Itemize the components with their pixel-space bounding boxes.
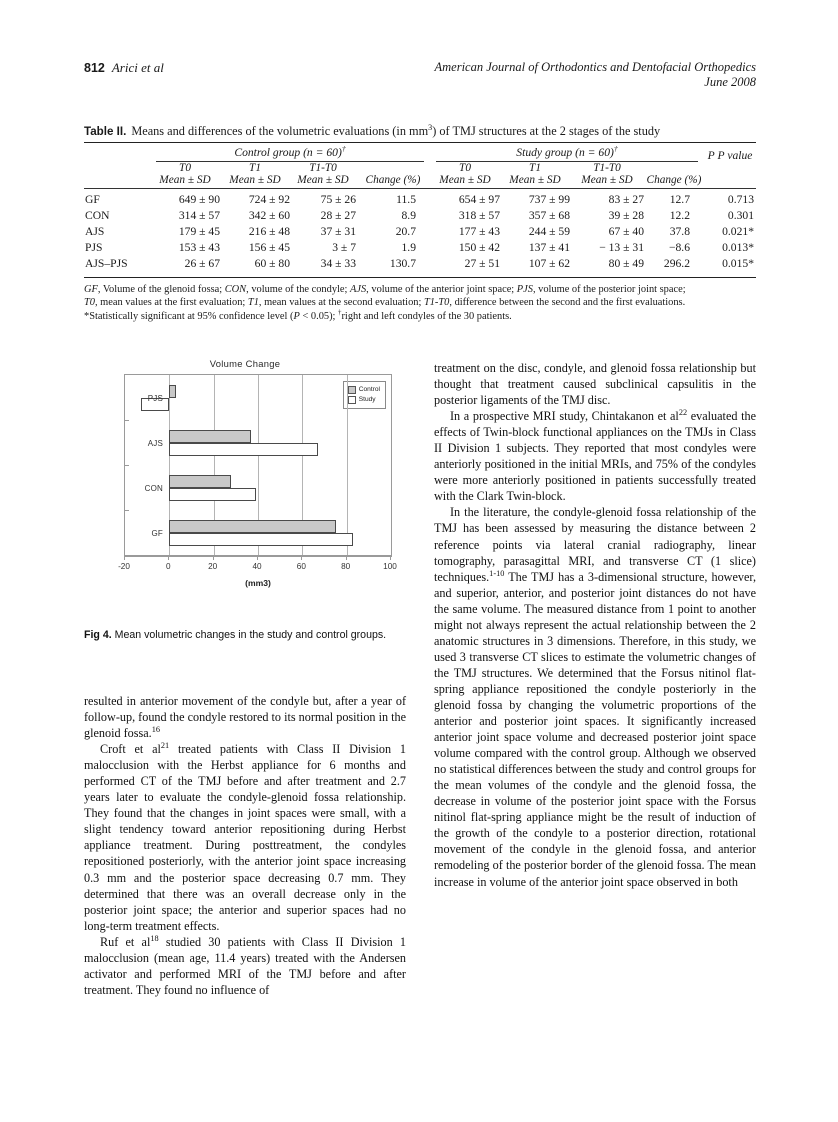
chart-bar-study-gf (169, 533, 353, 546)
subheader2-c-t0: Mean ± SD (159, 174, 211, 186)
cell-ajspjs-s-t1: 107 ± 62 (528, 257, 570, 270)
footnote-abbrev-t1t0: T1-T0 (423, 297, 450, 309)
subheader-c-t1: T1 (249, 162, 261, 174)
cell-ajspjs-s-diff: 80 ± 49 (608, 257, 644, 270)
table-row (84, 256, 756, 275)
chart-category-label-ajs: AJS (147, 438, 163, 448)
chart-x-tick (124, 556, 125, 560)
chart-x-tick (301, 556, 302, 560)
table-caption-text-pre: Means and differences of the volumetric evaluations (in mm (131, 124, 429, 138)
group-header-study-label: Study group (n = 60) (516, 146, 614, 159)
cell-ajspjs-p: 0.015* (722, 257, 754, 270)
chart-bar-control-ajs (169, 430, 251, 443)
chart-title: Volume Change (209, 358, 281, 369)
chart-x-axis (118, 556, 397, 571)
cell-ajspjs-c-change: 130.7 (389, 257, 416, 270)
cell-pjs-c-change: 1.9 (401, 241, 416, 254)
subheader-c-t0: T0 (179, 162, 191, 174)
page-number: 812 (84, 61, 105, 75)
body-column-right (434, 360, 756, 1060)
subheader-s-change-blank (644, 162, 704, 174)
cell-con-c-change: 8.9 (401, 209, 416, 222)
chart-category-label-con: CON (144, 483, 163, 493)
legend-label-control: Control (358, 386, 380, 393)
chart-x-tick-label: 40 (252, 562, 262, 571)
chart-x-axis-title: (mm3) (245, 578, 271, 588)
footnote-abbrev-t1: T1 (247, 297, 259, 309)
table-label: Table II. (84, 125, 127, 138)
chart-bar-study-ajs (169, 443, 318, 456)
chart-bar-control-pjs (169, 385, 176, 398)
row-label-ajs-pjs: AJS–PJS (85, 257, 128, 270)
footnote-abbrev-con: CON (224, 284, 247, 295)
subheader-c-change-blank (356, 162, 430, 174)
body-paragraph: Croft et $al^{21}$ treated patients with Class II Division 1 malocclusion with the Herbst appliance for 6 months and performed CT of the TMJ before and after treatment and 2.7 years later to evaluate the condyle-glenoid fossa relationship. They found that the changes in joint spaces were small, with a slight tendency toward anterior repositioning during Herbst appliance treatment. During posttreatment, the condyles repositioned posteriorly, with the anterior joint space increasing 0.3 mm and the posterior space decreasing 0.7 mm. They determined that there was an overall decrease only in the posterior joint space; the anterior and superior spaces had no long-term treatment effects. (84, 741, 406, 933)
cell-pjs-c-t0: 153 ± 43 (178, 241, 220, 254)
table-footnote-line-3: *Statistically significant at 95% confidence level (P < 0.05); †right and left condyles of the 30 patients. (84, 309, 512, 322)
running-head (84, 60, 756, 100)
cell-gf-c-change: 11.5 (396, 193, 416, 206)
volumetric-evaluations-table (84, 142, 756, 278)
cell-con-s-t0: 318 ± 57 (458, 209, 500, 222)
footnote-abbrev-pjs: PJS (516, 284, 533, 295)
figure-caption-label: Fig 4. (84, 629, 112, 641)
table-body (84, 189, 756, 275)
chart-x-tick-label: 100 (383, 562, 397, 571)
chart-area (84, 374, 406, 588)
table-subheader-row-2 (84, 174, 756, 186)
cell-ajspjs-c-diff: 34 ± 33 (320, 257, 356, 270)
cell-ajspjs-s-t0: 27 ± 51 (464, 257, 500, 270)
column-header-p-value: P P value (707, 149, 753, 162)
table-caption (84, 124, 756, 139)
table-footnotes (84, 283, 756, 323)
table-block (84, 124, 756, 323)
cell-pjs-c-t1: 156 ± 45 (248, 241, 290, 254)
cell-gf-s-t0: 654 ± 97 (458, 193, 500, 206)
figure-caption (84, 628, 406, 643)
subheader2-c-t1: Mean ± SD (229, 174, 281, 186)
cell-con-p: 0.301 (727, 209, 754, 222)
chart-x-tick-label: 60 (296, 562, 306, 571)
running-head-left (84, 60, 164, 76)
cell-ajs-c-t0: 179 ± 45 (178, 225, 220, 238)
table-caption-text-post: ) of TMJ structures at the 2 stages of the study (432, 124, 661, 138)
subheader-c-diff: T1-T0 (309, 162, 337, 174)
cell-gf-s-diff: 83 ± 27 (608, 193, 644, 206)
table-footnote-line-2: T0, mean values at the first evaluation; T1, mean values at the second evaluation; T1-T0, difference between the second and the first evaluations. (84, 297, 686, 309)
subheader2-s-diff: Mean ± SD (581, 174, 633, 186)
table-caption-superscript: 3 (428, 122, 433, 132)
chart-category-label-pjs: PJS (147, 393, 163, 403)
chart-legend (343, 381, 386, 409)
chart-category-label-gf: GF (151, 528, 163, 538)
body-paragraph: In a prospective MRI study, Chintakanon et $al^{22}$ evaluated the effects of Twin-block functional appliances on the TMJs in Class II Division 1 subjects. They reported that most condyles were anteriorly positioned in the initial MRIs, and 75% of the condyles were more anteriorly positioned in patients successfully treated with the Clark Twin-block. (434, 408, 756, 504)
cell-con-c-t0: 314 ± 57 (178, 209, 220, 222)
table-rule-bottom (84, 274, 756, 278)
legend-swatch-control-icon (348, 386, 356, 394)
group-header-control-label: Control group (n = 60) (234, 146, 342, 159)
group-header-study-dagger: † (613, 144, 618, 154)
chart-plot-area (124, 374, 392, 556)
legend-swatch-study-icon (348, 396, 356, 404)
running-head-authors: Arici et al (111, 60, 164, 75)
cell-con-s-t1: 357 ± 68 (528, 209, 570, 222)
chart-x-tick (390, 556, 391, 560)
chart-x-tick-label: 0 (166, 562, 171, 571)
row-label-pjs: PJS (85, 241, 103, 254)
cell-ajspjs-s-change: 296.2 (663, 257, 690, 270)
cell-ajs-p: 0.021* (722, 225, 754, 238)
table-footnote-line-1: GF, Volume of the glenoid fossa; CON, volume of the condyle; AJS, volume of the anterior joint space; PJS, volume of the posterior joint space; (84, 284, 686, 295)
figure-4 (84, 358, 406, 588)
cell-gf-c-t1: 724 ± 92 (248, 193, 290, 206)
cell-gf-s-change: 12.7 (669, 193, 690, 206)
body-paragraph: treatment on the disc, condyle, and glenoid fossa relationship but thought that treatment caused subclinical capsulitis in the posterior ligaments of the TMJ disc. (434, 361, 756, 408)
subheader-s-t0: T0 (459, 162, 471, 174)
figure-caption-text: Mean volumetric changes in the study and control groups. (114, 629, 387, 641)
chart-bar-control-gf (169, 520, 335, 533)
cell-pjs-p: 0.013* (722, 241, 754, 254)
cell-ajs-s-diff: 67 ± 40 (608, 225, 644, 238)
cell-pjs-c-diff: 3 ± 7 (332, 241, 356, 254)
group-header-control (150, 146, 430, 162)
cell-ajspjs-c-t0: 26 ± 67 (184, 257, 220, 270)
running-head-right (435, 60, 757, 90)
chart-x-tick-label: -20 (118, 562, 130, 571)
row-label-gf: GF (85, 193, 100, 206)
cell-ajs-s-change: 37.8 (669, 225, 690, 238)
subheader2-s-t1: Mean ± SD (509, 174, 561, 186)
table-subheader-row-1 (84, 162, 756, 174)
chart-x-tick-label: 20 (208, 562, 218, 571)
chart-gridline (347, 375, 348, 555)
cell-con-s-change: 12.2 (669, 209, 690, 222)
cell-gf-c-t0: 649 ± 90 (178, 193, 220, 206)
subheader-s-t1: T1 (529, 162, 541, 174)
group-header-study (430, 146, 704, 162)
subheader2-c-change: Change (%) (365, 174, 421, 186)
cell-pjs-s-diff: − 13 ± 31 (599, 241, 644, 254)
cell-pjs-s-t1: 137 ± 41 (528, 241, 570, 254)
table-row (84, 240, 756, 256)
group-header-control-dagger: † (341, 144, 346, 154)
legend-entry-study (348, 395, 380, 405)
body-paragraph: In the literature, the condyle-glenoid fossa relationship of the TMJ has been assessed by measuring the distance between 2 reference points via lateral cranial radiography, linear tomography, parasagittal MRI, and transverse CT (1 slice) techniques.$^{1-10}$ The TMJ has a 3-dimensional structure, however, and superior, anterior, and posterior joint distances do not have the same volume. The measured distance from 1 point to another might not always represent the actual relationship between the 2 anatomic structures in 3 dimensions. Therefore, in this study, we used 3 transverse CT slices to estimate the volumetric changes of the TMJ structures. We determined that the Forsus nitinol flat-spring appliance repositioned the condyle posteriorly in the glenoid fossa by changing the volumetric proportions of the anterior and posterior joint spaces. It significantly increased anterior joint space volume and decreased posterior joint space volume compared with the control group. Although we observed no statistical differences between the study and control groups for the mean volumes of the condyle and the glenoid fossa, the decrease in volume of the posterior joint space with the Forsus nitinol flat-spring appliance might be the result of induction of the growth of the condyle to a posterior direction, rotational movement of the condyle in the glenoid fossa, and anterior remodeling of the posterior border of the glenoid fossa. The mean increase in volume of the anterior joint space observed in both (434, 505, 756, 889)
cell-gf-s-t1: 737 ± 99 (528, 193, 570, 206)
footnote-abbrev-t0: T0 (84, 297, 95, 309)
subheader2-c-diff: Mean ± SD (297, 174, 349, 186)
chart-bar-control-con (169, 475, 231, 488)
cell-ajs-s-t1: 244 ± 59 (528, 225, 570, 238)
legend-label-study: Study (358, 396, 376, 403)
footnote-abbrev-gf: GF (84, 284, 98, 295)
cell-con-s-diff: 39 ± 28 (608, 209, 644, 222)
chart-x-tick (168, 556, 169, 560)
table-group-header-row (84, 146, 756, 162)
cell-ajspjs-c-t1: 60 ± 80 (254, 257, 290, 270)
cell-con-c-diff: 28 ± 27 (320, 209, 356, 222)
chart-x-tick (257, 556, 258, 560)
cell-pjs-s-change: −8.6 (668, 241, 690, 254)
chart-category-tick (125, 510, 129, 511)
body-column-left (84, 693, 406, 1063)
table-row (84, 189, 756, 208)
body-paragraph: resulted in anterior movement of the condyle but, after a year of follow-up, found the condyle restored to its normal position in the glenoid fossa.$^{16}$ (84, 694, 406, 741)
chart-x-tick-label: 80 (341, 562, 351, 571)
cell-ajs-s-t0: 177 ± 43 (458, 225, 500, 238)
cell-ajs-c-t1: 216 ± 48 (248, 225, 290, 238)
subheader-s-diff: T1-T0 (593, 162, 621, 174)
table-row (84, 208, 756, 224)
column-header-p-value-label: P value (717, 149, 753, 162)
issue-date: June 2008 (704, 75, 756, 89)
cell-ajs-c-diff: 37 ± 31 (320, 225, 356, 238)
journal-title: American Journal of Orthodontics and Dentofacial Orthopedics (434, 60, 756, 74)
cell-gf-c-diff: 75 ± 26 (320, 193, 356, 206)
cell-con-c-t1: 342 ± 60 (248, 209, 290, 222)
cell-gf-p: 0.713 (727, 193, 754, 206)
chart-x-tick (213, 556, 214, 560)
body-paragraph: Ruf et $al^{18}$ studied 30 patients with Class II Division 1 malocclusion (mean age, 11.4 years) treated with the Andersen activator and performed MRI of the TMJ before and after treatment. They found no influence of (84, 933, 406, 997)
cell-pjs-s-t0: 150 ± 42 (458, 241, 500, 254)
chart-category-tick (125, 465, 129, 466)
chart-bar-study-con (169, 488, 255, 501)
footnote-abbrev-ajs: AJS (350, 284, 367, 295)
chart-category-tick (125, 420, 129, 421)
row-label-ajs: AJS (85, 225, 105, 238)
legend-entry-control (348, 385, 380, 395)
table-row (84, 224, 756, 240)
cell-ajs-c-change: 20.7 (395, 225, 416, 238)
row-label-con: CON (85, 209, 110, 222)
chart-x-tick (346, 556, 347, 560)
footnote-p-italic: P (293, 310, 300, 322)
subheader2-s-t0: Mean ± SD (439, 174, 491, 186)
subheader2-s-change: Change (%) (646, 174, 702, 186)
